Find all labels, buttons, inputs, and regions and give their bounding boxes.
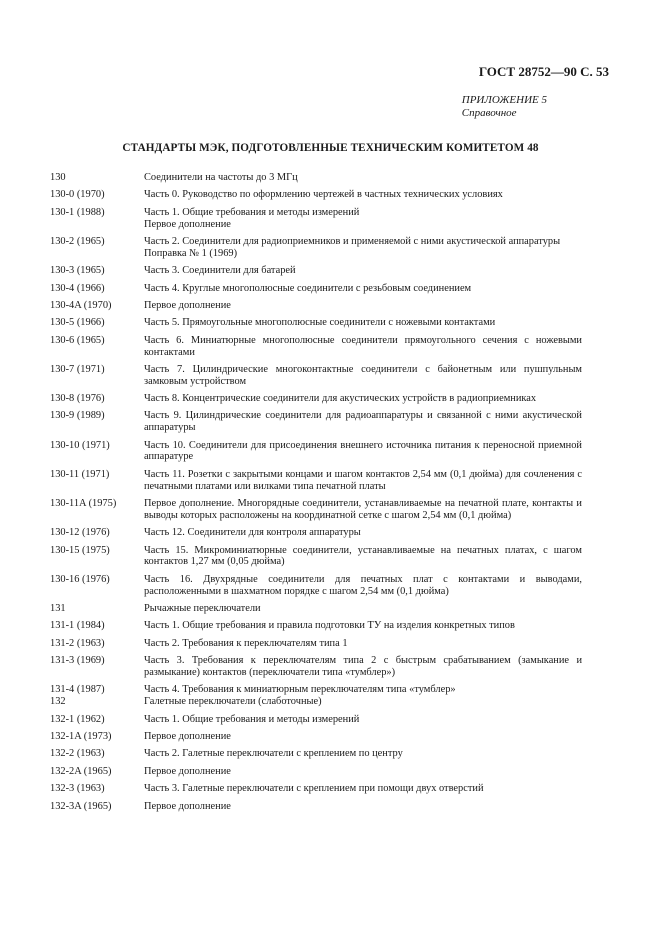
- standard-entry: [50, 638, 582, 650]
- standard-code: 130-7 (1971): [50, 363, 105, 375]
- description-line: Соединители на частоты до 3 МГц: [144, 172, 298, 183]
- standard-description: [144, 783, 582, 795]
- standard-entry: [50, 440, 582, 464]
- standard-entry: [50, 655, 582, 679]
- standard-entry: [50, 364, 582, 388]
- standard-description: [144, 172, 582, 184]
- standard-code: 130-11 (1971): [50, 468, 110, 480]
- description-line: Часть 7. Цилиндрические многоконтактные соединители с байонетным или пушпульным замковым устройством: [144, 363, 582, 387]
- description-line: Первое дополнение: [144, 218, 231, 230]
- description-line: Часть 8. Концентрические соединители для акустических устройств в радиоприемниках: [144, 393, 537, 405]
- standard-description: [144, 236, 582, 260]
- standard-entry: [50, 172, 582, 184]
- standard-description: [144, 364, 582, 388]
- standard-code: 131-4 (1987): [50, 684, 105, 696]
- description-line: Часть 1. Общие требования и правила подготовки ТУ на изделия конкретных типов: [144, 620, 515, 632]
- standard-description: [144, 603, 582, 615]
- standard-entry: [50, 189, 582, 201]
- description-line: Поправка № 1 (1969): [144, 247, 238, 259]
- appendix-block: [462, 94, 547, 120]
- standard-code: 130-8 (1976): [50, 393, 105, 405]
- standard-code: 131: [50, 603, 66, 614]
- standard-description: [144, 801, 582, 813]
- description-line: Часть 4. Круглые многополюсные соединители с резьбовым соединением: [144, 282, 472, 294]
- standard-description: [144, 265, 582, 277]
- standard-code: 130-16 (1976): [50, 573, 110, 585]
- standard-entry: [50, 527, 582, 539]
- standard-description: [144, 440, 582, 464]
- standard-entry: [50, 335, 582, 359]
- standard-description: [144, 545, 582, 569]
- standard-entry: [50, 731, 582, 743]
- description-line: Часть 1. Общие требования и методы измерений: [144, 713, 360, 725]
- page-header: ГОСТ 28752—90 С. 53: [478, 64, 609, 79]
- standard-entry: [50, 603, 582, 615]
- description-line: Часть 1. Общие требования и методы измерений: [144, 206, 360, 218]
- description-line: Рычажные переключатели: [144, 603, 261, 614]
- description-line: Первое дополнение: [144, 299, 231, 311]
- standard-entry: [50, 766, 582, 778]
- description-line: Часть 3. Галетные переключатели с креплением при помощи двух отверстий: [144, 783, 484, 795]
- standard-code: 130-4 (1966): [50, 282, 105, 294]
- standard-entry: [50, 714, 582, 726]
- standard-code: 132-3 (1963): [50, 783, 105, 795]
- standard-description: [144, 410, 582, 434]
- standard-entry: [50, 300, 582, 312]
- appendix-type: Справочное: [461, 107, 517, 119]
- standard-entry: [50, 317, 582, 329]
- standard-code: 130-6 (1965): [50, 334, 105, 346]
- standard-code: 130-0 (1970): [50, 189, 105, 201]
- description-line: Часть 15. Микроминиатюрные соединители, устанавливаемые на печатных платах, с шагом контактов 1,27 мм (0,05 дюйма): [144, 544, 582, 568]
- standard-description: [144, 469, 582, 493]
- standard-code: 131-2 (1963): [50, 637, 105, 649]
- standard-code: 131-3 (1969): [50, 655, 105, 667]
- standard-code: 132-2 (1963): [50, 748, 105, 760]
- standard-entry: [50, 696, 582, 708]
- standard-code: 130-15 (1975): [50, 544, 110, 556]
- appendix-label: ПРИЛОЖЕНИЕ 5: [461, 94, 547, 106]
- standard-description: [144, 498, 582, 522]
- description-line: Часть 4. Требования к миниатюрным переключателям типа «тумблер»: [144, 684, 456, 696]
- standard-entry: [50, 498, 582, 522]
- standards-list: [50, 172, 582, 818]
- standard-description: [144, 748, 582, 760]
- standard-entry: [50, 620, 582, 632]
- standard-description: [144, 620, 582, 632]
- standard-description: [144, 714, 582, 726]
- standard-code: 130-10 (1971): [50, 439, 110, 451]
- description-line: Первое дополнение: [144, 765, 231, 777]
- description-line: Часть 2. Галетные переключатели с креплением по центру: [144, 748, 403, 760]
- standard-code: 130-9 (1989): [50, 410, 105, 422]
- standard-description: [144, 574, 582, 598]
- description-line: Часть 6. Миниатюрные многополюсные соединители прямоугольного сечения с ножевыми контактами: [144, 334, 582, 358]
- description-line: Часть 9. Цилиндрические соединители для радиоаппаратуры и связанной с ними акустической аппаратуры: [144, 410, 582, 434]
- standard-code: 132-1A (1973): [50, 730, 112, 742]
- standard-description: [144, 638, 582, 650]
- standard-description: [144, 317, 582, 329]
- standard-code: 130-12 (1976): [50, 527, 110, 539]
- standard-entry: [50, 283, 582, 295]
- standard-code: 130-1 (1988): [50, 206, 105, 218]
- standard-entry: [50, 684, 582, 696]
- description-line: Часть 2. Соединители для радиоприемников и применяемой с ними акустической аппаратуры: [144, 235, 561, 247]
- standard-description: [144, 283, 582, 295]
- description-line: Первое дополнение: [144, 800, 231, 812]
- standard-description: [144, 335, 582, 359]
- description-line: Галетные переключатели (слаботочные): [144, 696, 322, 708]
- standard-entry: [50, 410, 582, 434]
- description-line: Часть 0. Руководство по оформлению чертежей в частных технических условиях: [144, 189, 503, 201]
- standard-entry: [50, 393, 582, 405]
- standard-entry: [50, 236, 582, 260]
- standard-description: [144, 300, 582, 312]
- description-line: Часть 3. Требования к переключателям типа 2 с быстрым срабатыванием (замыкание и размыкание) контактов (переключатели типа «тумблер»): [144, 655, 582, 678]
- standard-description: [144, 655, 582, 679]
- standard-code: 130: [50, 172, 66, 183]
- standard-entry: [50, 207, 582, 231]
- standard-description: [144, 207, 582, 231]
- standard-code: 132-3A (1965): [50, 800, 112, 812]
- standard-description: [144, 731, 582, 743]
- description-line: Часть 12. Соединители для контроля аппаратуры: [144, 527, 361, 539]
- description-line: Часть 11. Розетки с закрытыми концами и шагом контактов 2,54 мм (0,1 дюйма) для сочленения с печатными платами или вилками типа печатной платы: [144, 468, 582, 492]
- description-line: Часть 3. Соединители для батарей: [144, 265, 296, 277]
- standard-description: [144, 189, 582, 201]
- standard-entry: [50, 469, 582, 493]
- description-line: Часть 10. Соединители для присоединения внешнего источника питания к переносной приемной аппаратуре: [144, 439, 582, 463]
- standard-code: 130-4A (1970): [50, 299, 112, 311]
- standard-description: [144, 684, 582, 696]
- standard-code: 132: [50, 696, 66, 708]
- standard-entry: [50, 545, 582, 569]
- standard-code: 131-1 (1984): [50, 620, 105, 632]
- standard-code: 132-2A (1965): [50, 765, 112, 777]
- document-title: СТАНДАРТЫ МЭК, ПОДГОТОВЛЕННЫЕ ТЕХНИЧЕСКИМ КОМИТЕТОМ 48: [122, 142, 539, 154]
- description-line: Часть 2. Требования к переключателям типа 1: [144, 637, 348, 649]
- standard-code: 132-1 (1962): [50, 713, 105, 725]
- description-line: Часть 5. Прямоугольные многополюсные соединители с ножевыми контактами: [144, 317, 496, 329]
- description-line: Часть 16. Двухрядные соединители для печатных плат с контактами и выводами, расположенными в шахматном порядке с шагом 2,54 мм (0,1 дюйма): [144, 573, 582, 597]
- standard-code: 130-11A (1975): [50, 498, 117, 510]
- standard-description: [144, 696, 582, 708]
- description-line: Первое дополнение. Многорядные соединители, устанавливаемые на печатной плате, контакты и выводы которых расположены на координатной сетке с шагом 2,54 мм (0,1 дюйма): [144, 498, 582, 521]
- standard-description: [144, 766, 582, 778]
- standard-description: [144, 393, 582, 405]
- standard-entry: [50, 574, 582, 598]
- standard-code: 130-5 (1966): [50, 317, 105, 329]
- standard-code: 130-2 (1965): [50, 235, 105, 247]
- standard-description: [144, 527, 582, 539]
- description-line: Первое дополнение: [144, 730, 231, 742]
- standard-entry: [50, 801, 582, 813]
- standard-entry: [50, 265, 582, 277]
- standard-entry: [50, 748, 582, 760]
- standard-entry: [50, 783, 582, 795]
- standard-code: 130-3 (1965): [50, 265, 105, 277]
